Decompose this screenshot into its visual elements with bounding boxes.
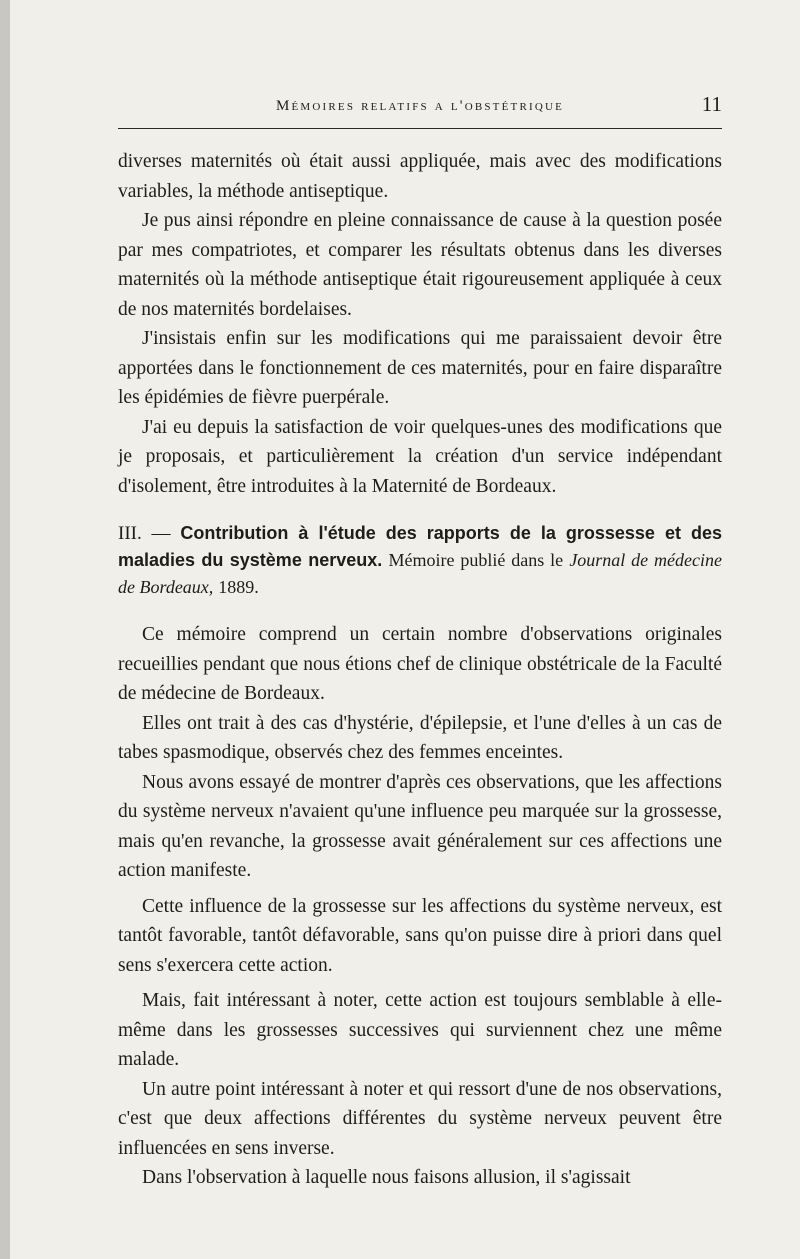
paragraph: J'ai eu depuis la satisfaction de voir quelques-unes des modifications que je proposais, et particulièrement la création d'un service indépendant d'isolement, être introduites à la Maternité de Bordeaux. — [118, 416, 722, 497]
journal-name: Journal de médecine de Bordeaux, — [118, 550, 722, 597]
page-header — [118, 92, 722, 122]
paragraph: Je pus ainsi répondre en pleine connaissance de cause à la question posée par mes compatriotes, et comparer les résultats obtenus dans les diverses maternités où la méthode antiseptique était rigoureusement appliquée à ceux de nos maternités bordelaises. — [118, 210, 722, 320]
paragraph: J'insistais enfin sur les modifications qui me paraissaient devoir être apportées dans le fonctionnement de ces maternités, pour en faire disparaître les épidémies de fièvre puerpérale. — [118, 328, 722, 408]
paragraph: Ce mémoire comprend un certain nombre d'observations originales recueillies pendant que nous étions chef de clinique obstétricale de la Faculté de médecine de Bordeaux. — [118, 624, 722, 704]
publication-note: Mémoire publié dans le — [388, 550, 564, 570]
paragraph: Un autre point intéressant à noter et qui ressort d'une de nos observations, c'est que deux affections différentes du système nerveux peuvent être influencées en sens inverse. — [118, 1078, 722, 1159]
body-text — [118, 147, 722, 1193]
paragraph: Elles ont trait à des cas d'hystérie, d'épilepsie, et l'une d'elles à un cas de tabes spasmodique, observés chez des femmes enceintes. — [118, 712, 722, 763]
paragraph: diverses maternités où était aussi appliquée, mais avec des modifications variables, la méthode antiseptique. — [118, 151, 722, 202]
page-number: 11 — [701, 92, 722, 116]
paragraph: Dans l'observation à laquelle nous faisons allusion, il s'agissait — [142, 1167, 631, 1188]
publication-year: 1889. — [218, 577, 259, 597]
section-number: III. — — [118, 523, 171, 544]
section-title: Contribution à l'étude des rapports de la grossesse et des maladies du système nerveux. — [118, 523, 723, 570]
section-heading — [118, 520, 722, 601]
paragraph: Nous avons essayé de montrer d'après ces observations, que les affections du système nerveux n'avaient qu'une influence peu marquée sur la grossesse, mais qu'en revanche, la grossesse avait généralement sur ces affections une action manifeste. — [118, 771, 722, 881]
running-title: Mémoires relatifs a l'obstétrique — [275, 98, 565, 114]
header-rule — [118, 128, 722, 129]
paragraph: Mais, fait intéressant à noter, cette action est toujours semblable à elle-même dans les grossesses successives qui surviennent chez une même malade. — [118, 990, 722, 1070]
paragraph: Cette influence de la grossesse sur les affections du système nerveux, est tantôt favorable, tantôt défavorable, sans qu'on puisse dire à priori dans quel sens s'exercera cette action. — [118, 895, 722, 976]
